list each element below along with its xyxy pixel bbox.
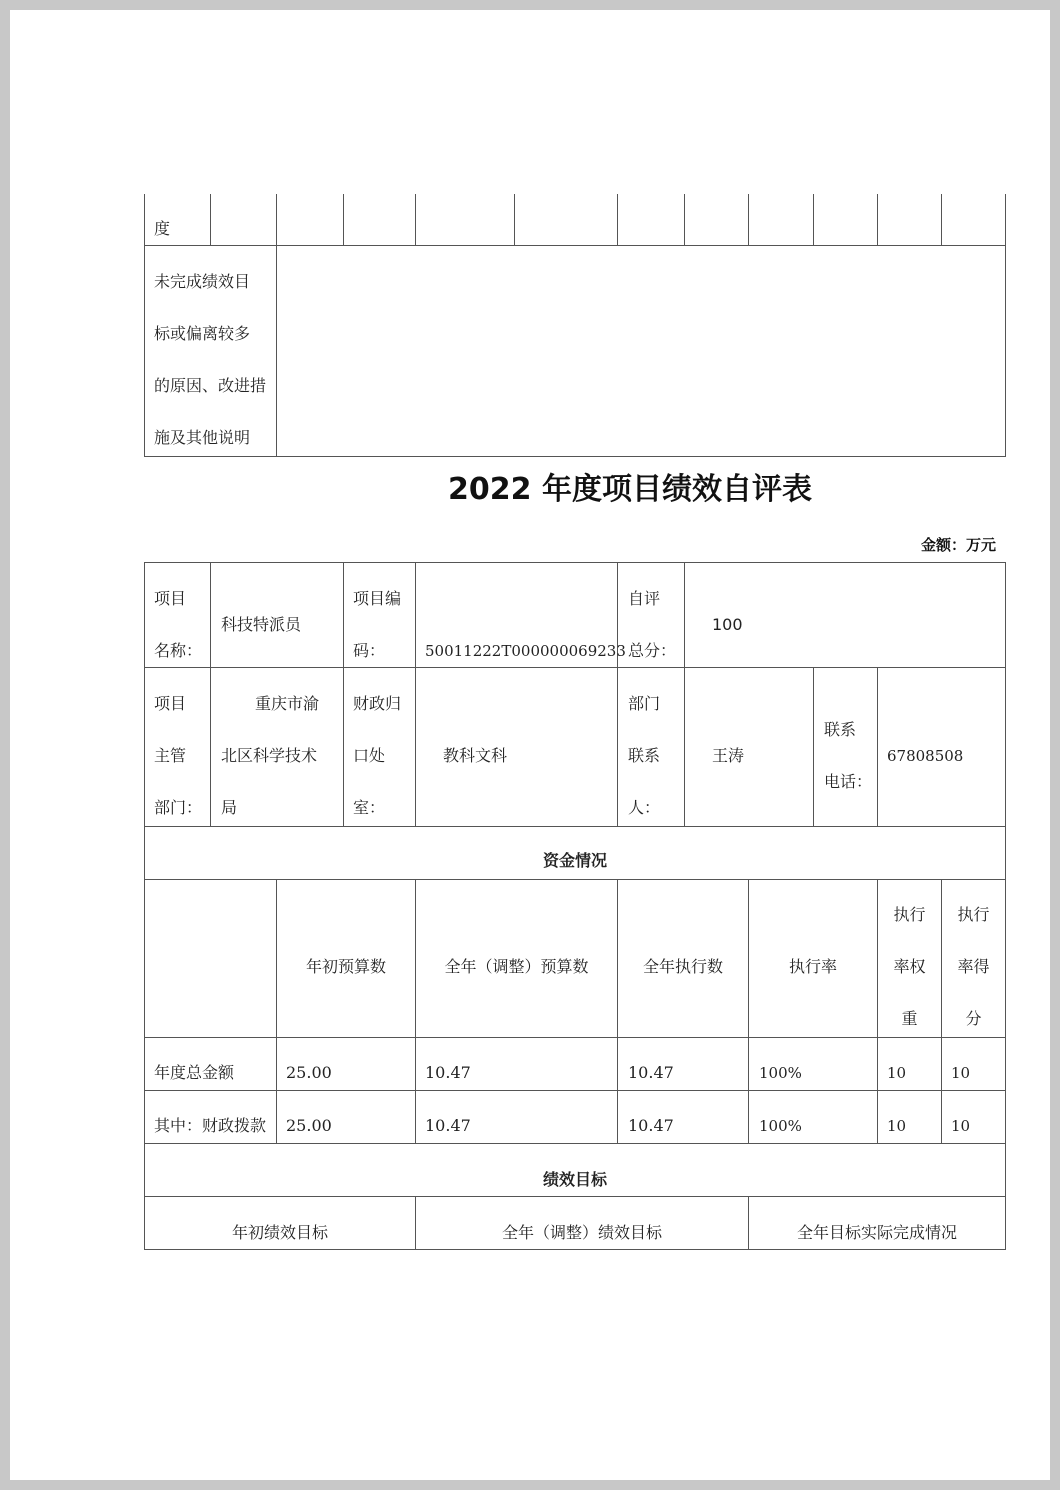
project-name-label-2: 名称：	[154, 641, 203, 660]
row-score: 10	[951, 1117, 971, 1135]
project-code-label-2: 码：	[353, 641, 386, 660]
goals-col-actual: 全年目标实际完成情况	[796, 1223, 957, 1242]
header-execution-rate: 执行率	[788, 957, 837, 976]
score-label-1: 自评	[628, 589, 661, 608]
funds-heading: 资金情况	[542, 851, 607, 870]
row-label: 年度总金额	[154, 1063, 235, 1082]
project-code-value: 50011222T000000069233	[425, 642, 626, 660]
goals-col-initial: 年初绩效目标	[231, 1223, 328, 1242]
header-adjusted-budget: 全年（调整）预算数	[444, 957, 589, 976]
project-name-value: 科技特派员	[221, 615, 302, 634]
row-initial: 25.00	[286, 1063, 332, 1082]
row-initial: 25.00	[286, 1116, 332, 1135]
project-name-label-1: 项目	[154, 589, 187, 608]
reason-label-line-2: 标或偏离较多	[154, 324, 251, 343]
score-label-2: 总分：	[628, 641, 677, 660]
dept-value-1: 重庆市渝	[255, 694, 320, 713]
phone-value: 67808508	[887, 747, 964, 765]
header-score-2: 率得	[957, 957, 990, 976]
reason-content-cell	[277, 246, 1005, 456]
finance-label-2: 口处	[353, 746, 386, 765]
dept-label-1: 项目	[154, 694, 187, 713]
contact-value: 王涛	[712, 746, 745, 765]
phone-label-2: 电话：	[824, 772, 873, 791]
reason-label-line-1: 未完成绩效目	[154, 272, 251, 291]
header-weight-2: 率权	[893, 957, 926, 976]
finance-label-3: 室：	[353, 798, 386, 817]
contact-label-1: 部门	[628, 694, 661, 713]
contact-label-2: 联系	[628, 746, 661, 765]
row-rate: 100%	[759, 1117, 802, 1135]
reason-label-line-3: 的原因、改进措	[154, 376, 267, 395]
row-adjusted: 10.47	[425, 1063, 471, 1082]
row-executed: 10.47	[628, 1116, 674, 1135]
dept-value-3: 局	[221, 798, 238, 817]
row-executed: 10.47	[628, 1063, 674, 1082]
header-executed: 全年执行数	[642, 957, 723, 976]
phone-label-1: 联系	[824, 720, 857, 739]
row-rate: 100%	[759, 1064, 802, 1082]
header-initial-budget: 年初预算数	[305, 957, 386, 976]
dept-value-2: 北区科学技术	[221, 746, 318, 765]
reason-label-line-4: 施及其他说明	[154, 428, 251, 447]
header-score-3: 分	[965, 1009, 982, 1028]
row-score: 10	[951, 1064, 971, 1082]
row-weight: 10	[887, 1117, 907, 1135]
row-label: 其中：财政拨款	[154, 1116, 267, 1135]
finance-label-1: 财政归	[353, 694, 402, 713]
score-value: 100	[712, 615, 743, 634]
row-weight: 10	[887, 1064, 907, 1082]
header-score-1: 执行	[957, 905, 990, 924]
goals-heading: 绩效目标	[542, 1170, 607, 1189]
project-code-label-1: 项目编	[353, 589, 402, 608]
dept-label-2: 主管	[154, 746, 187, 765]
row-adjusted: 10.47	[425, 1116, 471, 1135]
header-weight-1: 执行	[893, 905, 926, 924]
finance-value: 教科文科	[443, 746, 508, 765]
goals-col-adjusted: 全年（调整）绩效目标	[501, 1223, 662, 1242]
row-tail-text: 度	[154, 219, 171, 238]
contact-label-3: 人：	[628, 798, 661, 817]
header-weight-3: 重	[901, 1009, 918, 1028]
amount-unit: 金额：万元	[920, 536, 996, 554]
dept-label-3: 部门：	[154, 798, 203, 817]
page-title: 2022 年度项目绩效自评表	[448, 472, 812, 507]
